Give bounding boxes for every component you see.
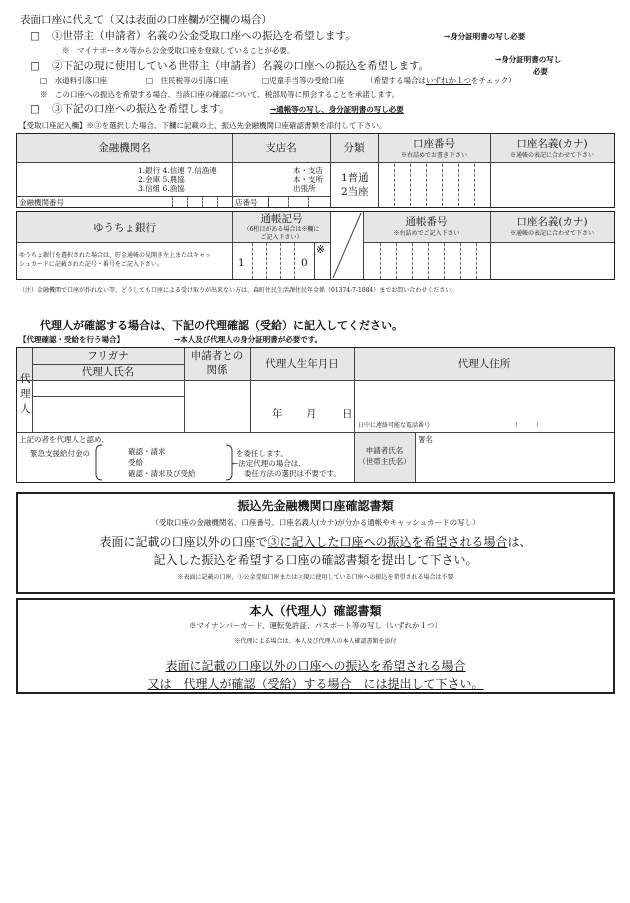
agent-section-requirement: →本人及び代理人の身分証明書が必要です。 xyxy=(174,335,323,344)
choice-confirm-request-receive[interactable]: 確認・請求及び受給 xyxy=(128,469,196,478)
choice-confirm-request[interactable]: 確認・請求 xyxy=(128,447,166,456)
col-branch-name: 支店名 xyxy=(265,142,297,154)
identity-docs-title: 本人（代理人）確認書類 xyxy=(249,604,382,618)
applicant-name-label-2: （世帯主氏名） xyxy=(358,457,411,466)
col-type: 分類 xyxy=(343,142,365,154)
identity-docs-subtitle: ※マイナンバーカード、運転免許証、パスポート等の写し（いずれか１つ） xyxy=(188,621,443,630)
branch-type-row-3: 出張所 xyxy=(293,184,316,193)
agent-address-label: 代理人住所 xyxy=(457,358,511,370)
passbook-digit-0: 0 xyxy=(301,257,308,269)
bank-type-row-3: 3.信組 6.漁協 xyxy=(138,184,185,193)
checkbox-child-allowance-account[interactable]: □児童手当等の受給口座 xyxy=(262,76,345,85)
delegate-text-1: 上記の者を代理人と認め、 xyxy=(19,435,109,444)
option-2-sub-note: （希望する場合はいずれか１つをチェック） xyxy=(366,76,516,85)
account-type-ordinary[interactable]: 1普通 xyxy=(341,172,369,184)
branch-type-row-2: 本・支所 xyxy=(293,175,323,184)
relation-label-1: 申請者との xyxy=(190,350,244,362)
checkbox-option-3[interactable]: □ xyxy=(30,103,40,115)
slash-divider xyxy=(331,212,363,279)
agent-name-label: 代理人氏名 xyxy=(81,366,135,378)
entrust-text-1: を委任します。 xyxy=(236,449,288,458)
option-2-requirement-b: 必要 xyxy=(533,67,548,76)
passbook-digit-1: 1 xyxy=(238,257,245,269)
checkbox-water-account[interactable]: □ 水道料引落口座 xyxy=(40,76,108,85)
option-1-requirement: →身分証明書の写し必要 xyxy=(444,32,526,41)
bank-type-row-2: 2.金庫 5.農協 xyxy=(138,175,185,184)
yucho-note-2: シュカードに記載された記号・番号をご記入下さい。 xyxy=(19,261,163,268)
yucho-holder-note: ※通帳の表記に合わせて下さい xyxy=(509,230,594,237)
passbook-number-note: ※右詰めでご記入下さい xyxy=(393,230,460,237)
birth-month-label: 月 xyxy=(306,408,317,420)
option-2-requirement-a: →身分証明書の写し xyxy=(495,55,562,64)
bank-docs-title: 振込先金融機関口座確認書類 xyxy=(237,499,394,513)
yucho-note-1: ゆうちょ銀行を選択された場合は、貯金通帳の見開き左上またはキャッ xyxy=(19,252,212,259)
option-1-label: ①世帯主（申請者）名義の公金受取口座への振込を希望します。 xyxy=(52,30,356,42)
passbook-symbol-note-2: ご記入下さい） xyxy=(260,234,303,241)
applicant-name-label-1: 申請者氏名 xyxy=(365,446,404,455)
bank-docs-line-2: 記入した振込を希望する口座の確認書類を提出して下さい。 xyxy=(153,553,478,567)
agent-section-title: 代理人が確認する場合は、下記の代理確認（受給）に記入してください。 xyxy=(40,319,403,332)
bank-docs-line-1: 表面に記載の口座以外の口座で③に記入した口座への振込を希望される場合は、 xyxy=(99,535,532,549)
col-account-number: 口座番号 xyxy=(413,138,455,150)
checkbox-option-2[interactable]: □ xyxy=(30,60,40,72)
birth-date-label: 代理人生年月日 xyxy=(265,358,339,370)
side-label-2: 理 xyxy=(20,388,31,400)
identity-docs-line-1: 表面に記載の口座以外の口座への振込を希望される場合 xyxy=(165,659,466,673)
identity-docs-note: ※代理による場合は、本人及び代理人の本人確認書類を添付 xyxy=(234,638,397,645)
delegate-text-2: 緊急支援給付金の xyxy=(30,449,90,458)
entrust-text-2: ←法定代理の場合は、 xyxy=(232,459,306,468)
bank-footnote: （注）金融機関で口座が作れない等、どうしても口座による受け取りが出来ない方は、森町住民生活課住民年金係（01374-7-1084）までお問い合わせください。 xyxy=(19,287,458,294)
furigana-label: フリガナ xyxy=(87,350,129,362)
relation-label-2: 関係 xyxy=(206,364,228,376)
checkbox-tax-account[interactable]: □ 住民税等の引落口座 xyxy=(146,76,229,85)
branch-type-row-1: 本・支店 xyxy=(293,166,323,175)
phone-paren: （ ） xyxy=(512,422,543,429)
relation-input[interactable] xyxy=(185,381,249,431)
bank-type-row-1: 1.銀行 4.信連 7.信漁連 xyxy=(138,166,217,175)
agent-section-header: 【代理確認・受給を行う場合】 xyxy=(19,335,124,344)
option-2-note: ※ この口座への振込を希望する場合、当該口座の確認について、税部局等に照会することを承諾します。 xyxy=(40,90,400,99)
col-bank-name: 金融機関名 xyxy=(98,142,151,154)
side-label-1: 代 xyxy=(20,373,31,385)
bank-entry-header: 【受取口座記入欄】※③を選択した場合、下欄に記載の上、振込先金融機関口座確認書類を添付して下さい。 xyxy=(19,121,387,130)
identity-docs-line-2: 又は 代理人が確認（受給）する場合 には提出して下さい。 xyxy=(147,677,484,691)
bank-code-label: 金融機関番号 xyxy=(19,198,64,207)
bank-docs-subtitle: （受取口座の金融機関名、口座番号、口座名義人(カナ)が分かる通帳やキャッシュカードの写し） xyxy=(151,518,480,527)
option-3-requirement: →通帳等の写し、身分証明書の写し必要 xyxy=(270,105,404,114)
col-holder-note: ※通帳の表記に合わせて下さい xyxy=(509,152,594,159)
checkbox-option-1[interactable]: □ xyxy=(30,30,40,42)
option-2-label: ②下記の現に使用している世帯主（申請者）名義の口座への振込を希望します。 xyxy=(52,60,430,72)
col-account-note: ※右詰めでお書き下さい xyxy=(400,152,467,159)
birth-day-label: 日 xyxy=(342,408,353,420)
agent-address-input[interactable] xyxy=(355,381,613,419)
col-account-holder: 口座名義(カナ) xyxy=(516,138,588,150)
option-3-label: ③下記の口座への振込を希望します。 xyxy=(52,103,230,115)
signature-input[interactable] xyxy=(440,435,612,480)
birth-year-label: 年 xyxy=(272,408,283,420)
branch-code-label: 店番号 xyxy=(235,198,258,207)
passbook-symbol-note-1: （6桁目がある場合は※欄に xyxy=(243,226,320,233)
passbook-sixth-digit-mark: ※ xyxy=(316,244,325,256)
side-label-3: 人 xyxy=(20,403,31,415)
entrust-text-3: 委任方法の選択は不要です。 xyxy=(244,469,341,478)
yucho-holder-label: 口座名義(カナ) xyxy=(516,216,588,228)
bank-docs-note: ※表面に記載の口座、①公金受取口座または②現に使用している口座への振込を希望される場合は不要 xyxy=(177,574,454,581)
phone-label: 日中に連絡可能な電話番号 xyxy=(358,422,431,429)
yucho-bank-label: ゆうちょ銀行 xyxy=(93,222,156,234)
passbook-symbol-label: 通帳記号 xyxy=(260,213,303,225)
agent-name-input[interactable] xyxy=(33,397,183,431)
section-heading: 表面口座に代えて（又は表面の口座欄が空欄の場合） xyxy=(20,14,272,26)
signature-label: 署名 xyxy=(418,435,433,444)
choice-receive[interactable]: 受給 xyxy=(128,458,143,467)
furigana-input[interactable] xyxy=(33,381,183,395)
account-type-current[interactable]: 2当座 xyxy=(341,186,369,198)
passbook-number-label: 通帳番号 xyxy=(405,216,448,228)
option-1-note: ※ マイナポータル等から公金受取口座を登録していることが必要。 xyxy=(62,46,295,55)
